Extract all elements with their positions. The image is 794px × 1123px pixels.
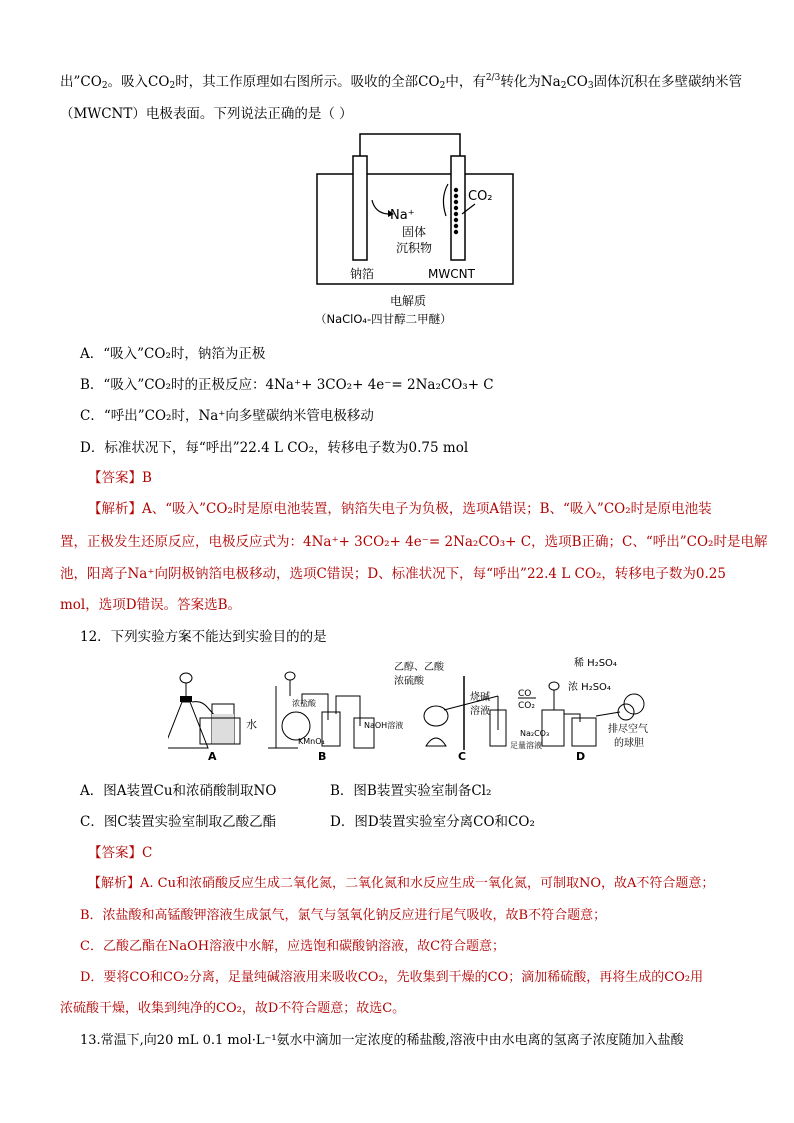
q12-answer: 【答案】C xyxy=(88,845,153,861)
svg-text:稀 H₂SO₄: 稀 H₂SO₄ xyxy=(574,658,617,669)
q12-explanation-2: B．浓盐酸和高锰酸钾溶液生成氯气，氯气与氢氧化钠反应进行尾气吸收，故B不符合题意； xyxy=(80,908,607,923)
q12-option-b: B．图B装置实验室制备Cl₂ xyxy=(330,783,492,799)
svg-text:A: A xyxy=(208,750,217,763)
na-ion-label: Na⁺ xyxy=(390,208,415,223)
q11-explanation-1: 【解析】A、“吸入”CO₂时是原电池装置，钠箔失电子为负极，选项A错误；B、“吸入”CO₂时是原电池装 xyxy=(88,501,712,517)
co2-label: CO₂ xyxy=(468,189,493,204)
q12-explanation-4: D．要将CO和CO₂分离，足量纯碱溶液用来吸收CO₂，先收集到干燥的CO；滴加稀硫酸，再将生成的CO₂用 xyxy=(80,970,704,985)
electrolyte-desc: （NaClO₄-四甘醇二甲醚） xyxy=(315,312,452,326)
svg-text:浓硫酸: 浓硫酸 xyxy=(394,676,424,687)
q11-explanation-2: 置，正极发生还原反应，电极反应式为：4Na⁺+ 3CO₂+ 4e⁻= 2Na₂CO₃+ C，选项B正确；C、“呼出”CO₂时是电解 xyxy=(60,534,768,550)
apparatus-c xyxy=(394,660,506,763)
q12-option-d: D．图D装置实验室分离CO和CO₂ xyxy=(330,814,535,830)
mwcnt-label: MWCNT xyxy=(428,267,475,281)
svg-text:CO: CO xyxy=(518,689,532,699)
q11-option-a: A．“吸入”CO₂时，钠箔为正极 xyxy=(80,346,266,362)
svg-text:KMnO₄: KMnO₄ xyxy=(298,737,325,746)
q11-explanation-4: mol，选项D错误。答案选B。 xyxy=(60,597,241,613)
svg-text:浓盐酸: 浓盐酸 xyxy=(292,699,316,708)
apparatus-b xyxy=(268,672,403,763)
q11-option-b: B．“吸入”CO₂时的正极反应：4Na⁺+ 3CO₂+ 4e⁻= 2Na₂CO₃+ C xyxy=(80,377,494,393)
apparatus-a xyxy=(168,673,257,763)
svg-text:排尽空气: 排尽空气 xyxy=(608,724,648,735)
q12-stem: 12．下列实验方案不能达到实验目的的是 xyxy=(80,629,327,645)
sodium-foil-label: 钠箔 xyxy=(350,267,375,281)
svg-text:水: 水 xyxy=(246,718,257,731)
battery-diagram xyxy=(310,128,520,330)
q12-explanation-5: 浓硫酸干燥，收集到纯净的CO₂，故D不符合题意；故选C。 xyxy=(60,1001,406,1016)
q12-explanation-3: C．乙酸乙酯在NaOH溶液中水解，应选饱和碳酸钠溶液，故C符合题意； xyxy=(80,939,506,954)
svg-text:NaOH溶液: NaOH溶液 xyxy=(364,721,404,730)
svg-text:C: C xyxy=(458,750,467,763)
svg-text:CO₂: CO₂ xyxy=(518,701,535,711)
q12-option-c: C．图C装置实验室制取乙酸乙酯 xyxy=(80,814,277,830)
svg-text:固体: 固体 xyxy=(402,225,427,239)
q13-stem: 13.常温下,向20 mL 0.1 mol·L⁻¹氨水中滴加一定浓度的稀盐酸,溶液中由水电离的氢离子浓度随加入盐酸 xyxy=(80,1033,684,1048)
svg-text:D: D xyxy=(576,750,586,763)
svg-text:沉积物: 沉积物 xyxy=(396,241,433,255)
svg-text:足量溶液: 足量溶液 xyxy=(510,741,542,750)
q11-option-d: D．标准状况下，每“呼出”22.4 L CO₂，转移电子数为0.75 mol xyxy=(80,440,469,456)
q12-option-a: A．图A装置Cu和浓硝酸制取NO xyxy=(80,783,277,799)
intro-line-2: （MWCNT）电极表面。下列说法正确的是（ ） xyxy=(60,106,353,122)
q12-explanation-1: 【解析】A. Cu和浓硝酸反应生成二氧化氮，二氧化氮和水反应生成一氧化氮，可制取NO，故A不符合题意； xyxy=(88,876,715,891)
q11-explanation-3: 池，阳离子Na⁺向阴极钠箔电极移动，选项C错误；D、标准状况下，每“呼出”22.4 L CO₂，转移电子数为0.25 xyxy=(60,566,726,582)
svg-text:Na₂CO₃: Na₂CO₃ xyxy=(520,729,550,738)
svg-text:B: B xyxy=(318,750,327,763)
q11-answer: 【答案】B xyxy=(88,470,152,486)
svg-text:的球胆: 的球胆 xyxy=(614,738,644,749)
svg-text:烧碱: 烧碱 xyxy=(470,692,490,703)
svg-text:浓 H₂SO₄: 浓 H₂SO₄ xyxy=(568,682,611,693)
electrolyte-label: 电解质 xyxy=(390,294,427,308)
svg-text:乙醇、乙酸: 乙醇、乙酸 xyxy=(394,662,444,673)
svg-text:溶液: 溶液 xyxy=(470,706,490,717)
apparatus-d xyxy=(510,656,648,763)
apparatus-figure xyxy=(168,656,668,766)
intro-line-1: 出$”CO_2$。吸入$CO_2$时，其工作原理如右图所示。吸收的全部$CO_2$中，有$^{2/3}$转化为$Na_2CO_3$固体沉积在多壁碳纳米管 xyxy=(60,73,743,91)
q11-option-c: C．“呼出”CO₂时，Na⁺向多壁碳纳米管电极移动 xyxy=(80,408,374,424)
